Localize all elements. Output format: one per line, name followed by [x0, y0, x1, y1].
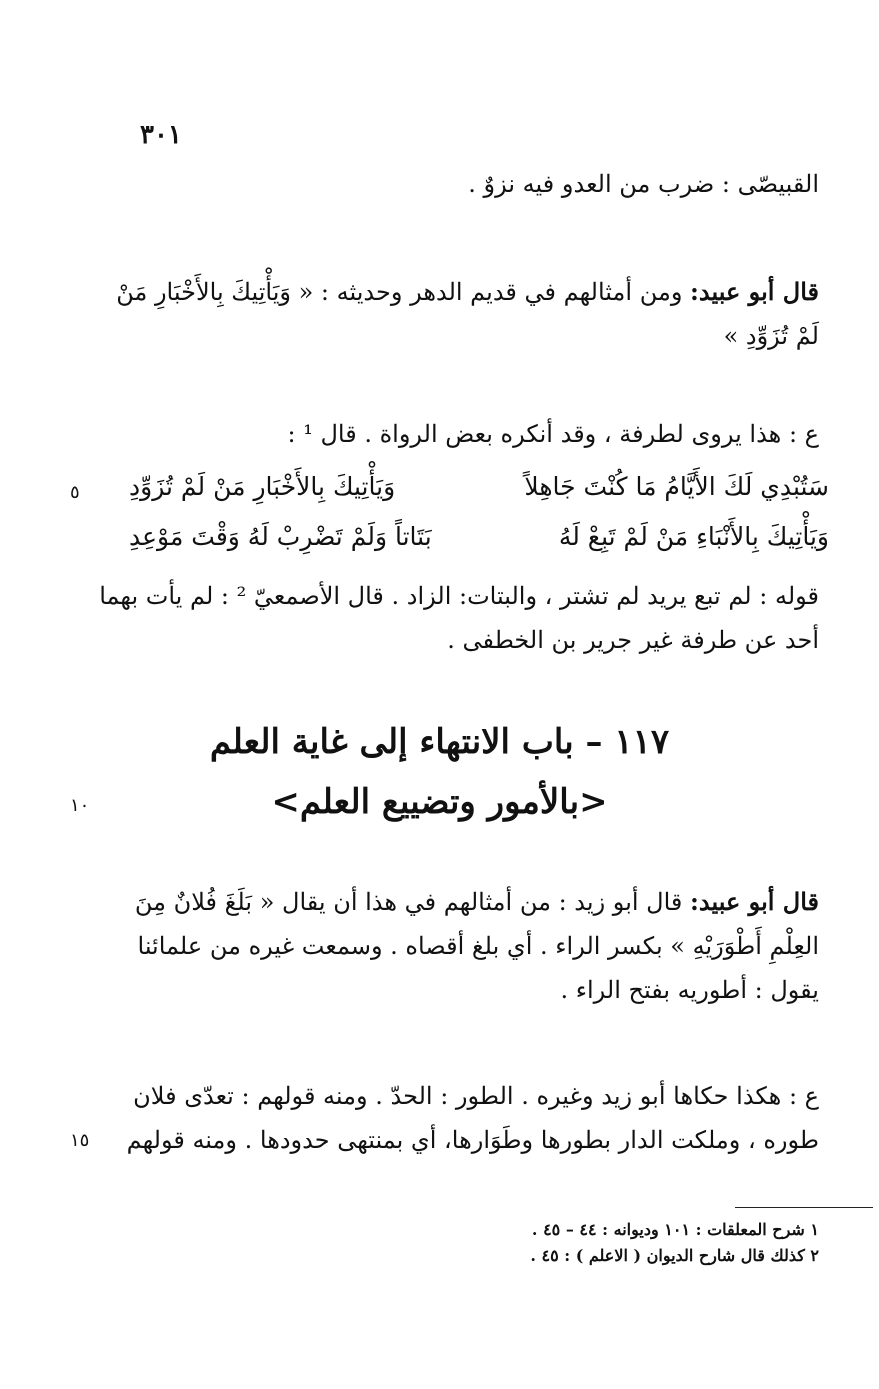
chapter-title: ١١٧ – باب الانتهاء إلى غاية العلم	[209, 722, 670, 762]
verse-1-hemistich-a: سَتُبْدِي لَكَ الأَيَّامُ مَا كُنْتَ جَاهِلاً	[524, 472, 829, 501]
verse-1	[129, 472, 829, 501]
section-1-lead: قال أبو عبيد:	[690, 277, 819, 306]
verse-2-hemistich-b: بَتَاتاً وَلَمْ تَضْرِبْ لَهُ وَقْتَ مَوْعِدِ	[129, 522, 432, 551]
line-number-5: ٥	[70, 482, 80, 503]
verse-2-hemistich-a: وَيَأْتِيكَ بِالأَنْبَاءِ مَنْ لَمْ تَبِعْ لَهُ	[558, 522, 829, 551]
footnote-1: ١ شرح المعلقات : ١٠١ وديوانه : ٤٤ – ٤٥ .	[531, 1220, 819, 1239]
verse-2	[129, 522, 829, 551]
page-number: ٣٠١	[140, 120, 182, 150]
section-1-text: ومن أمثالهم في قديم الدهر وحديثه : « وَيَأْتِيكَ بِالأَخْبَارِ مَنْ لَمْ تُزَوِّدِ »	[116, 278, 819, 350]
section-4: ع : هكذا حكاها أبو زيد وغيره . الطور : الحدّ . ومنه قولهم : تعدّى فلان طوره ، وملكت الدار بطورها وطَوَارها، أي بمنتهى حدودها . ومنه قولهم	[126, 1082, 819, 1154]
line-number-15: ١٥	[70, 1130, 90, 1151]
section-2-commentary: قوله : لم تبع يريد لم تشتر ، والبتات: الزاد . قال الأصمعيّ ² : لم يأت بهما أحد عن طرفة غير جرير بن الخطفى .	[99, 582, 819, 654]
verse-1-hemistich-b: وَيَأْتِيكَ بِالأَخْبَارِ مَنْ لَمْ تُزَوِّدِ	[129, 472, 396, 501]
line-number-10: ١٠	[70, 795, 90, 816]
section-3-text: قال أبو زيد : من أمثالهم في هذا أن يقال « بَلَغَ فُلانٌ مِنَ العِلْمِ أَطْوَرَيْهِ » بكسر الراء . أي بلغ أقصاه . وسمعت غيره من علمائنا يقول : أطوريه بفتح الراء .	[134, 888, 819, 1004]
section-3	[99, 880, 819, 1012]
chapter-subtitle: <بالأمور وتضييع العلم>	[271, 782, 608, 822]
section-2-intro: ع : هذا يروى لطرفة ، وقد أنكره بعض الرواة . قال ¹ :	[287, 420, 819, 448]
section-3-lead: قال أبو عبيد:	[690, 887, 819, 916]
footnote-divider	[735, 1207, 873, 1208]
footnote-2: ٢ كذلك قال شارح الديوان ( الاعلم ) : ٤٥ .	[530, 1246, 819, 1265]
section-1	[99, 270, 819, 358]
gloss-line: القبيصّى : ضرب من العدو فيه نزوٌ .	[468, 170, 819, 198]
